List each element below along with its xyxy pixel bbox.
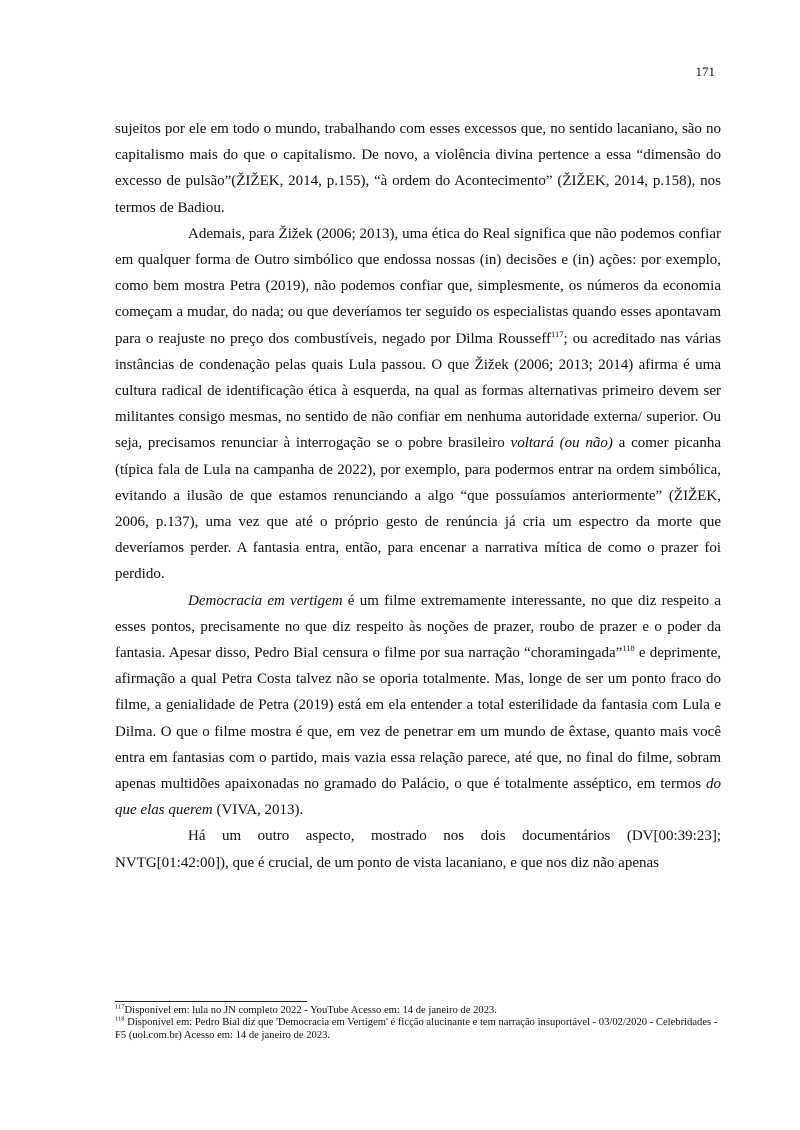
footnote-text: Disponível em: Pedro Bial diz que 'Democracia em Vertigem' é ficção alucinante e tem narração insuportável - 03/02/2020 - Celebridades - F5 (uol.com.br) Acesso em: 14 de janeiro de 2023. xyxy=(115,1017,718,1041)
paragraph-2-emphasis: voltará (ou não) xyxy=(510,435,613,452)
film-title: Democracia em vertigem xyxy=(188,592,343,609)
paragraph-4: Há um outro aspecto, mostrado nos dois documentários (DV[00:39:23]; NVTG[01:42:00]), que é crucial, de um ponto de vista lacaniano, e que nos diz não apenas xyxy=(115,828,721,871)
footnote-ref-117[interactable]: 117 xyxy=(551,328,564,339)
footnote-text: Disponível em: lula no JN completo 2022 - YouTube Acesso em: 14 de janeiro de 2023. xyxy=(124,1005,497,1016)
footnote-number: 117 xyxy=(115,1003,125,1011)
paragraph-3 xyxy=(115,588,721,824)
body-text xyxy=(115,116,721,876)
paragraph-2-text-b: ; ou acreditado nas várias instâncias de condenação pelas quais Lula passou. O que Žižek (2006; 2013; 2014) afirma é uma cultura radical de identificação ética à esquerda, na qual as formas alternativas primeiro devem ser militantes consigo mesmas, no sentido de não confiar em nenhuma autoridade externa/ superior. Ou seja, precisamos renunciar à interrogação se o pobre brasileiro xyxy=(115,330,721,452)
paragraph-2 xyxy=(115,221,721,588)
paragraph-3-emphasis: do que elas querem xyxy=(115,776,721,819)
footnote-118 xyxy=(115,1017,721,1042)
footnote-117 xyxy=(115,1005,721,1017)
paragraph-3-text-b: e deprimente, afirmação a qual Petra Costa talvez não se oporia totalmente. Mas, longe de ser um ponto fraco do filme, a genialidade de Petra (2019) está em ela entender a total esterilidade da fantasia com Lula e Dilma. O que o filme mostra é que, em vez de penetrar em um mundo de êxtase, quanto mais você entra em fantasias com o partido, mais vazia essa relação parece, até que, no final do filme, sobram apenas multidões apaixonadas no gramado do Palácio, o que é totalmente asséptico, em termos xyxy=(115,645,721,793)
footnote-separator xyxy=(115,1001,307,1002)
page-number: 171 xyxy=(695,64,715,79)
paragraph-3-text-c: (VIVA, 2013). xyxy=(212,802,304,819)
paragraph-3-text-a: é um filme extremamente interessante, no que diz respeito a esses pontos, precisamente no que diz respeito às noções de prazer, roubo de prazer e o poder da fantasia. Apesar disso, Pedro Bial censura o filme por sua narração “choramingada” xyxy=(115,592,721,662)
paragraph-2-text-a: Ademais, para Žižek (2006; 2013), uma ética do Real significa que não podemos confiar em qualquer forma de Outro simbólico que endossa nossas (in) decisões e (in) ações: por exemplo, como bem mostra Petra (2019), não podemos confiar que, simplesmente, os números da economia começam a mudar, do nada; ou que deveríamos ter seguido os especialistas quando esses apontavam para o reajuste no preço dos combustíveis, negado por Dilma Rousseff xyxy=(115,225,721,347)
footnotes xyxy=(115,1005,721,1042)
footnote-number: 118 xyxy=(115,1015,125,1023)
paragraph-2-text-c: a comer picanha (típica fala de Lula na campanha de 2022), por exemplo, para podermos entrar na ordem simbólica, evitando a ilusão de que estamos renunciando a algo “que possuíamos anteriormente” (ŽIŽEK, 2006, p.137), uma vez que até o próprio gesto de renúncia já cria um espectro da morte que deveríamos perder. A fantasia entra, então, para encenar a narrativa mítica de como o prazer foi perdido. xyxy=(115,435,721,583)
footnote-ref-118[interactable]: 118 xyxy=(622,643,635,654)
paragraph-1: sujeitos por ele em todo o mundo, trabalhando com esses excessos que, no sentido lacaniano, são no capitalismo mais do que o capitalismo. De novo, a violência divina pertence a essa “dimensão do excesso de pulsão”(ŽIŽEK, 2014, p.155), “à ordem do Acontecimento” (ŽIŽEK, 2014, p.158), nos termos de Badiou. xyxy=(115,121,721,216)
